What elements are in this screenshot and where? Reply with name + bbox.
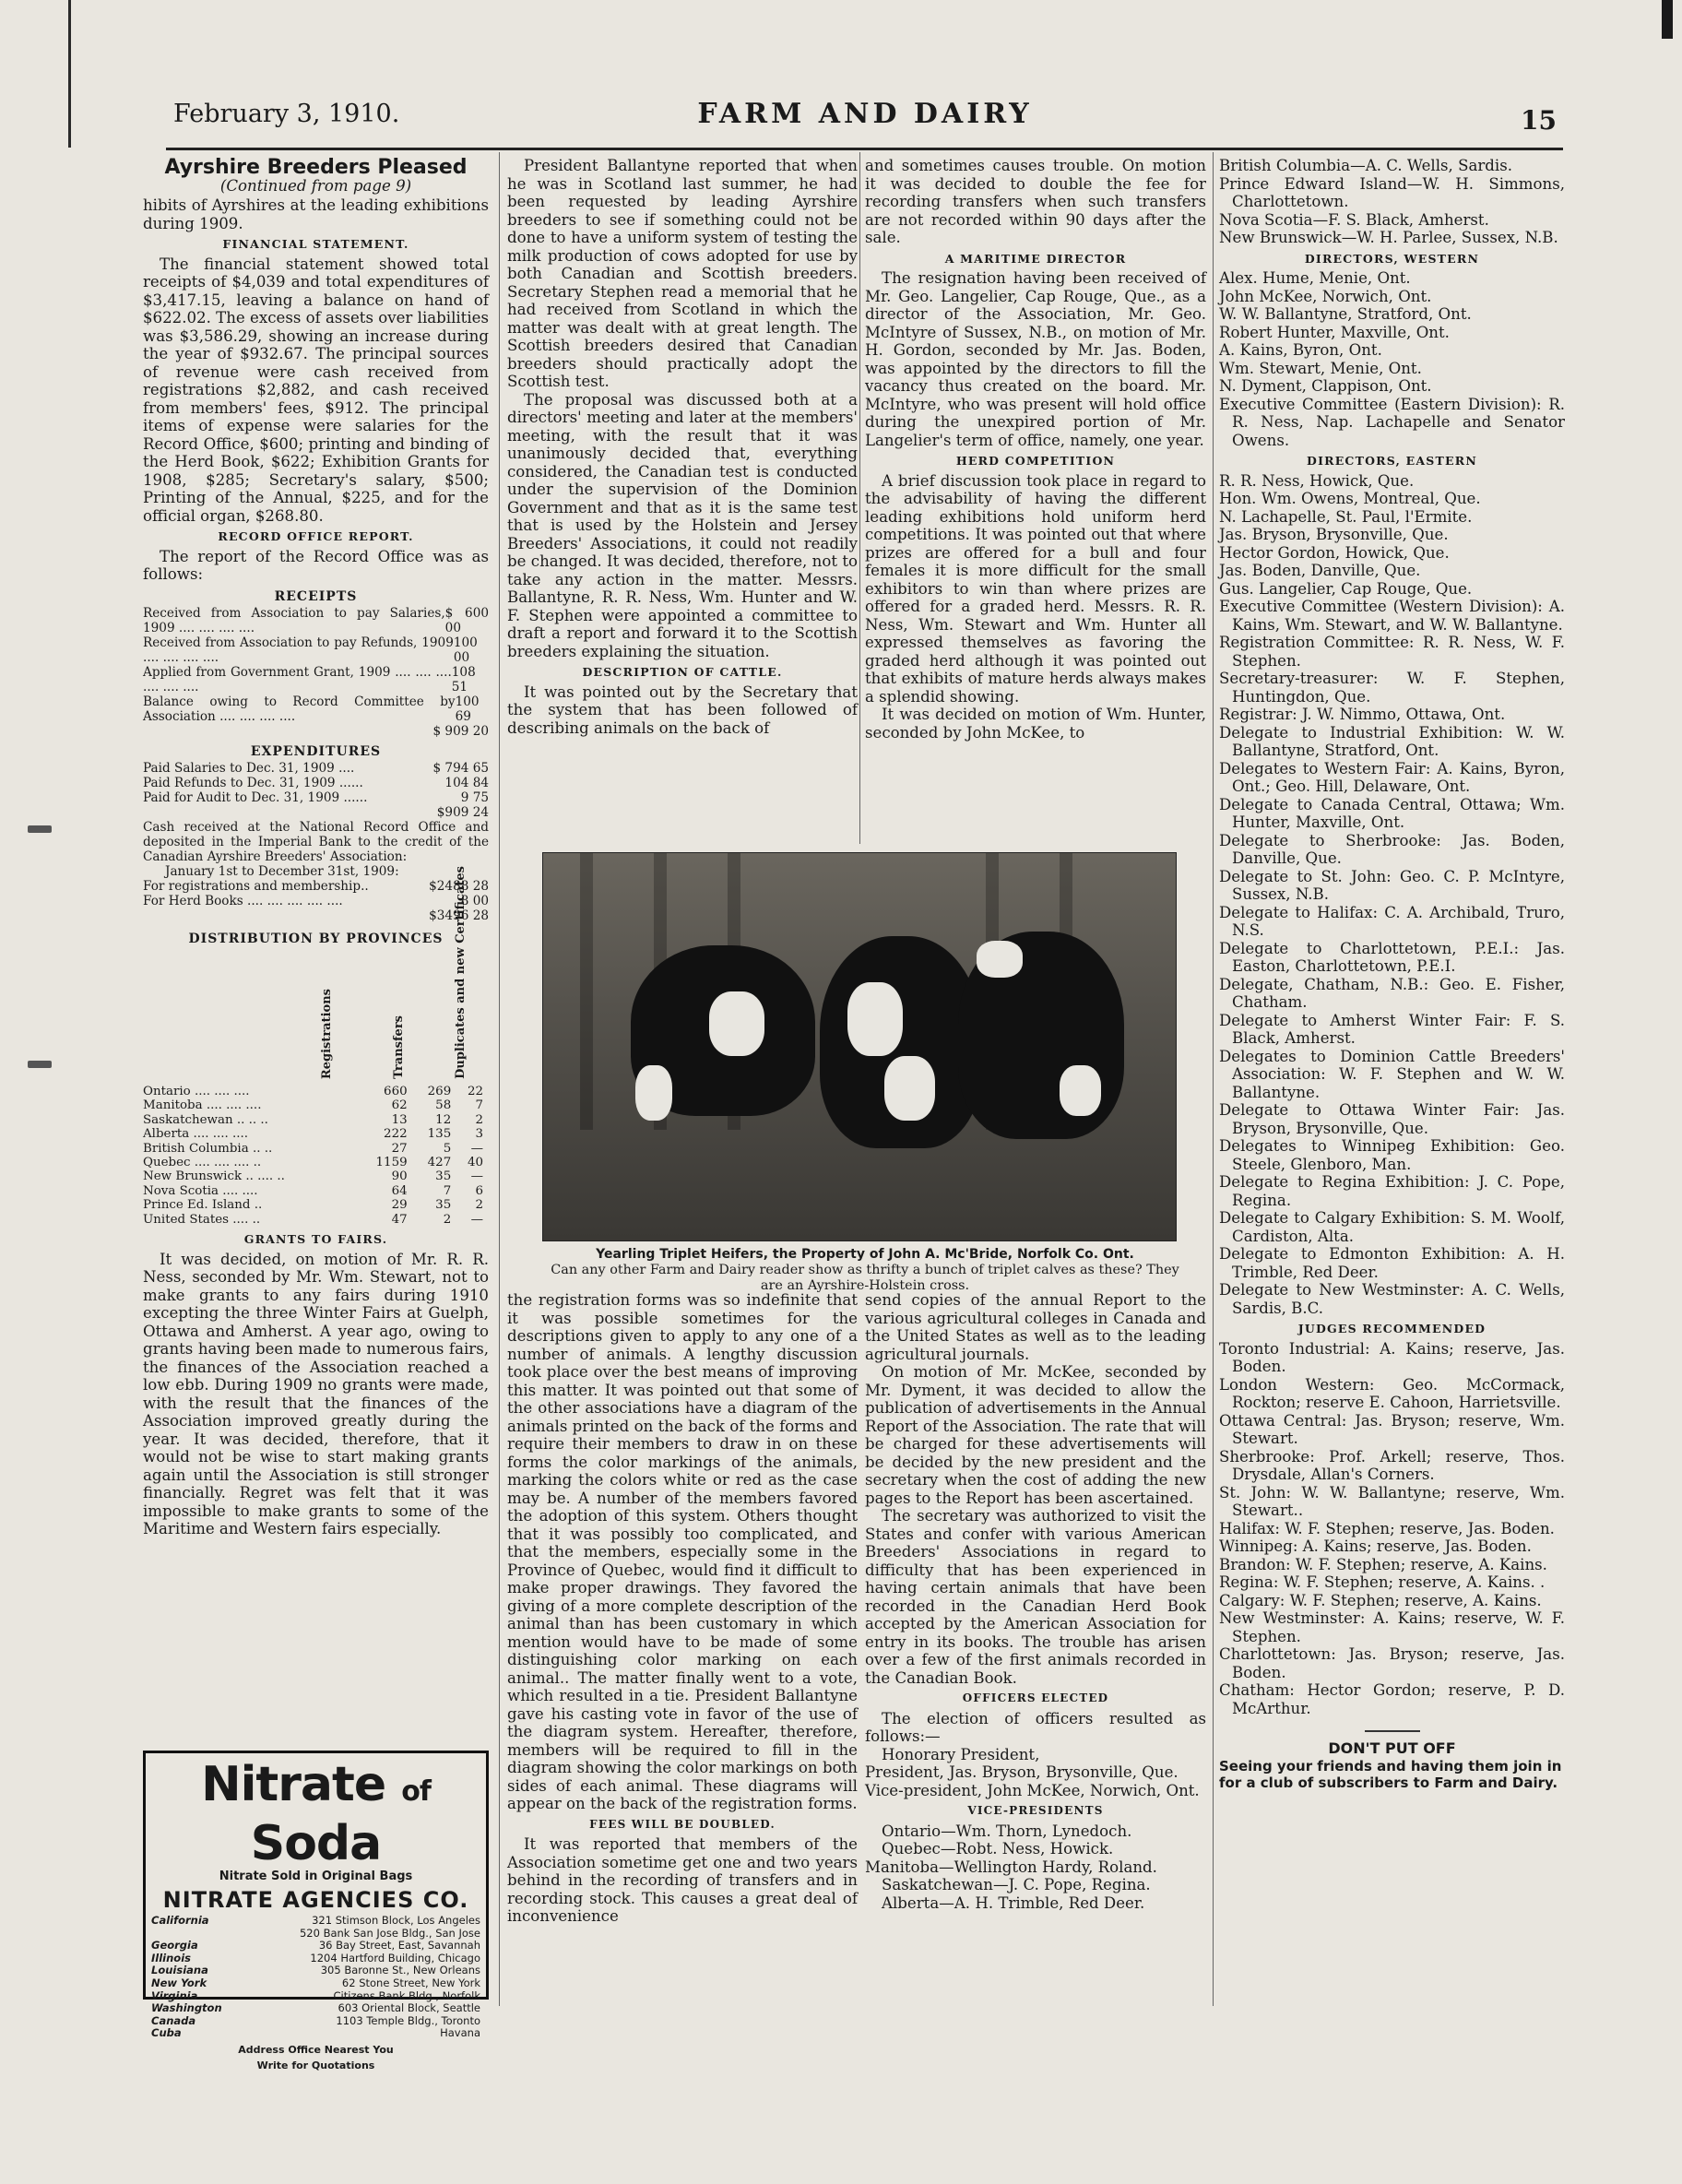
count-cell: 29 xyxy=(391,1198,408,1213)
province-cell: New Brunswick .. .... .. xyxy=(143,1169,285,1184)
count-cell: 13 xyxy=(391,1112,408,1127)
director-line: Delegate to Canada Central, Ottawa; Wm. Hunter, Maxville, Ont. xyxy=(1219,795,1565,831)
count-cell: 3 xyxy=(475,1127,483,1142)
officer-line: Vice-president, John McKee, Norwich, Ont. xyxy=(865,1781,1200,1799)
count-cell: 427 xyxy=(427,1156,452,1170)
section-heading: DIRECTORS, EASTERN xyxy=(1307,454,1477,468)
judge-line: Calgary: W. F. Stephen; reserve, A. Kains. xyxy=(1219,1591,1542,1609)
receipt-row: Received from Association to pay Refunds, 1909 .... .... .... .... 100 00 xyxy=(143,635,478,665)
paragraph: It was decided on motion of Wm. Hunter, seconded by John McKee, to xyxy=(865,706,1206,742)
count-cell: 62 xyxy=(391,1098,408,1113)
column-2-lower xyxy=(507,1291,858,1926)
director-line: A. Kains, Byron, Ont. xyxy=(1219,341,1382,359)
distribution-row xyxy=(143,1085,489,1098)
dpo-title: DON'T PUT OFF xyxy=(1328,1739,1456,1757)
regional-line: British Columbia—A. C. Wells, Sardis. xyxy=(1219,157,1513,174)
count-cell: 6 xyxy=(475,1183,483,1198)
distribution-row xyxy=(143,1213,489,1227)
paragraph: The report of the Record Office was as follows: xyxy=(143,547,489,583)
margin-mark xyxy=(28,825,52,833)
count-cell: 1159 xyxy=(375,1156,408,1170)
director-line: Executive Committee (Eastern Division): R. R. Ness, Nap. Lachapelle and Senator Owens. xyxy=(1219,395,1565,449)
vp-line: Ontario—Wm. Thorn, Lynedoch. xyxy=(882,1822,1132,1840)
distribution-row xyxy=(143,1198,489,1212)
count-cell: 135 xyxy=(427,1127,452,1142)
ad-address-row: Cuba Havana xyxy=(151,2026,480,2040)
count-cell: 7 xyxy=(443,1183,452,1198)
director-line: Registrar: J. W. Nimmo, Ottawa, Ont. xyxy=(1219,706,1506,723)
paragraph: It was decided, on motion of Mr. R. R. Ness, seconded by Mr. Wm. Stewart, not to make grants to any fairs during 1910 excepting the three Winter Fairs at Guelph, Ottawa and Amherst. A year ago, owing to grants having been made to numerous fairs, the finances of the Association reached a low ebb. During 1909 no grants were made, with the result that the finances of the Association improved greatly during the year. It was decided, therefore, that it would not be wise to start making grants again until the Association is still stronger financially. Regret was felt that it was impossible to make grants to some of the Maritime and Western fairs especially. xyxy=(143,1250,489,1538)
expense-row: Paid Salaries to Dec. 31, 1909 .... $ 794 65 xyxy=(143,760,489,776)
section-heading: RECORD OFFICE REPORT. xyxy=(218,529,414,543)
count-cell: 269 xyxy=(427,1085,452,1098)
column-3-upper xyxy=(865,157,1206,742)
officer-line: President, Jas. Bryson, Brysonville, Que. xyxy=(865,1763,1179,1781)
director-line: Delegate to Regina Exhibition: J. C. Pope, Regina. xyxy=(1219,1173,1565,1209)
cash-row: For Herd Books .... .... .... .... .... 8 00 xyxy=(143,893,489,908)
judge-line: Winnipeg: A. Kains; reserve, Jas. Boden. xyxy=(1219,1537,1532,1555)
article-title: Ayrshire Breeders Pleased xyxy=(164,156,468,179)
director-line: Delegates to Winnipeg Exhibition: Geo. Steele, Glenboro, Man. xyxy=(1219,1137,1565,1173)
director-line: N. Lachapelle, St. Paul, l'Ermite. xyxy=(1219,507,1473,526)
ad-address-row: Washington 603 Oriental Block, Seattle xyxy=(151,2001,480,2015)
director-line: Delegate to Industrial Exhibition: W. W. Ballantyne, Stratford, Ont. xyxy=(1219,723,1565,759)
paragraph: The secretary was authorized to visit the States and confer with various American Breeders' Associations in regard to difficulty that has been experienced in having certain animals that have been recorded in the Canadian Herd Book accepted by the American Association for entry in its books. The trouble has arisen over a few of the first animals recorded in the Canadian Book. xyxy=(865,1507,1206,1687)
paragraph: hibits of Ayrshires at the leading exhibitions during 1909. xyxy=(143,196,489,232)
distribution-row xyxy=(143,1156,489,1169)
paragraph: The resignation having been received of Mr. Geo. Langelier, Cap Rouge, Que., as a director of the Association, Mr. Geo. McIntyre of Sussex, N.B., on motion of Mr. H. Gordon, seconded by Mr. Jas. Boden, was appointed by the directors to fill the vacancy thus created on the board. Mr. McIntyre, who was present will hold office during the unexpired portion of Mr. Langelier's term of office, namely, one year. xyxy=(865,269,1206,449)
count-cell: 22 xyxy=(467,1085,483,1098)
paragraph: President Ballantyne reported that when he was in Scotland last summer, he had been requested by leading Ayrshire breeders to see if something could not be done to have a uniform system of testing the milk production of cows adopted for use by both Canadian and Scottish breeders. Secretary Stephen read a memorial that he had received from Scotland in which the matter was dealt with at great length. The Scottish breeders desired that Canadian breeders should practically adopt the Scottish test. xyxy=(507,157,858,390)
column-label: Registrations xyxy=(320,988,334,1079)
judge-line: St. John: W. W. Ballantyne; reserve, Wm. Stewart.. xyxy=(1219,1483,1565,1519)
director-line: Jas. Boden, Danville, Que. xyxy=(1219,562,1421,579)
director-line: Delegate to Amherst Winter Fair: F. S. Black, Amherst. xyxy=(1219,1011,1565,1047)
distribution-row xyxy=(143,1169,489,1183)
paragraph: A brief discussion took place in regard to the advisability of having the different leading exhibitions hold uniform herd competitions. It was pointed out that where prizes are offered for a bull and four females it is more difficult for the small exhibitors to win than where prizes are offered for a graded herd. Messrs. R. R. Ness, Wm. Stewart and Wm. Hunter all expressed themselves as favoring the graded herd although it was pointed out that exhibits of mature herds always makes a splendid showing. xyxy=(865,471,1206,706)
province-cell: United States .... .. xyxy=(143,1212,261,1227)
judge-line: Brandon: W. F. Stephen; reserve, A. Kains. xyxy=(1219,1555,1547,1573)
province-cell: Ontario .... .... .... xyxy=(143,1085,250,1098)
regional-line: New Brunswick—W. H. Parlee, Sussex, N.B. xyxy=(1219,229,1558,246)
cash-total: $3496 28 xyxy=(429,908,489,923)
cash-row: For registrations and membership.. $2488 28 xyxy=(143,878,489,894)
distribution-row xyxy=(143,1127,489,1141)
margin-mark xyxy=(28,1061,52,1068)
province-cell: Quebec .... .... .... .. xyxy=(143,1156,262,1170)
director-line: Delegate to Halifax: C. A. Archibald, Truro, N.S. xyxy=(1219,903,1565,939)
issue-date: February 3, 1910. xyxy=(173,100,400,128)
count-cell: — xyxy=(470,1141,483,1156)
distribution-row xyxy=(143,1098,489,1112)
province-cell: Alberta .... .... .... xyxy=(143,1127,249,1142)
section-heading: A MARITIME DIRECTOR xyxy=(944,251,1127,266)
page-number: 15 xyxy=(1521,105,1557,136)
expense-row: Paid for Audit to Dec. 31, 1909 ...... 9 75 xyxy=(143,789,489,805)
officer-line: Honorary President, xyxy=(882,1745,1040,1763)
vp-line: Alberta—A. H. Trimble, Red Deer. xyxy=(882,1893,1145,1912)
paragraph: send copies of the annual Report to the various agricultural colleges in Canada and the United States as well as to the leading agricultural journals. xyxy=(865,1291,1206,1363)
judge-line: Toronto Industrial: A. Kains; reserve, Jas. Boden. xyxy=(1219,1339,1565,1375)
heifers-photo xyxy=(542,852,1177,1241)
column-1 xyxy=(143,157,489,1538)
receipt-row: Received from Association to pay Salaries, 1909 .... .... .... .... $ 600 00 xyxy=(143,605,489,635)
paragraph: It was reported that members of the Association sometime get one and two years behind in the recording of transfers and in recording stock. This causes a great deal of inconvenience xyxy=(507,1835,858,1925)
financial-table xyxy=(143,589,489,923)
province-cell: Prince Ed. Island .. xyxy=(143,1198,263,1213)
paragraph: The election of officers resulted as follows:— xyxy=(865,1709,1206,1745)
director-line: Delegate to Calgary Exhibition: S. M. Woolf, Cardiston, Alta. xyxy=(1219,1209,1565,1245)
director-line: R. R. Ness, Howick, Que. xyxy=(1219,471,1415,490)
count-cell: 47 xyxy=(391,1212,408,1227)
distribution-heading: DISTRIBUTION BY PROVINCES xyxy=(188,931,444,946)
dont-put-off-box xyxy=(1219,1730,1565,1791)
ad-address-row: Illinois 1204 Hartford Building, Chicago xyxy=(151,1951,480,1964)
page-header xyxy=(173,100,1557,146)
judge-line: Chatham: Hector Gordon; reserve, P. D. McArthur. xyxy=(1219,1681,1565,1717)
section-heading: HERD COMPETITION xyxy=(955,454,1116,468)
ad-address-row: Louisiana 305 Baronne St., New Orleans xyxy=(151,1964,480,1977)
judge-line: Sherbrooke: Prof. Arkell; reserve, Thos. Drysdale, Allan's Corners. xyxy=(1219,1447,1565,1483)
receipts-heading: RECEIPTS xyxy=(274,588,358,604)
paragraph: The proposal was discussed both at a directors' meeting and later at the members' meeting, with the result that it was unanimously decided that, everything considered, the Canadian test is conducted under the supervision of the Dominion Government and that as it is the same test that is used by the Holstein and Jersey Breeders' Associations, it could not readily be changed. It was decided, therefore, not to take any action in the matter. Messrs. Ballantyne, R. R. Ness, Wm. Hunter and W. F. Stephen were appointed a committee to draft a report and forward it to the Scottish breeders explaining the situation. xyxy=(507,390,858,660)
count-cell: 35 xyxy=(435,1198,452,1213)
continued-note: (Continued from page 9) xyxy=(219,176,412,195)
caption-title: Yearling Triplet Heifers, the Property of John A. Mc'Bride, Norfolk Co. Ont. xyxy=(596,1247,1134,1262)
cash-period: January 1st to December 31st, 1909: xyxy=(165,863,399,879)
paragraph: the registration forms was so indefinite that it was possible sometimes for the descriptions given to apply to any one of a number of animals. A lengthy discussion took place over the best means of improving this matter. It was pointed out that some of the other associations have a diagram of the animals printed on the back of the forms and require their members to draw in on these forms the color markings of the animals, marking the colors white or red as the case may be. A number of the members favored the adoption of this system. Others thought that it was possibly too complicated, and that the members, especially some in the Province of Quebec, would find it difficult to make proper drawings. They favored the giving of a more complete description of the animal than has been customary in which mention would have to be made of some distinguishing color marking on each animal.. The matter finally went to a vote, which resulted in a tie. President Ballantyne gave his casting vote in favor of the use of the diagram system. Hereafter, therefore, members will be required to fill in the diagram showing the color markings on both sides of each animal. These diagrams will appear on the back of the registration forms. xyxy=(507,1291,858,1812)
ad-title: Nitrate of Soda xyxy=(201,1757,431,1871)
distribution-row xyxy=(143,1113,489,1127)
ad-address-row: Canada 1103 Temple Bldg., Toronto xyxy=(151,2013,480,2027)
paragraph: It was pointed out by the Secretary that the system that has been followed of describing animals on the back of xyxy=(507,682,858,737)
receipt-row: Balance owing to Record Committee by Association .... .... .... .... 100 69 xyxy=(143,694,480,724)
director-line: Gus. Langelier, Cap Rouge, Que. xyxy=(1219,579,1473,598)
photo-caption xyxy=(542,1247,1188,1294)
section-heading: FEES WILL BE DOUBLED. xyxy=(589,1817,776,1831)
director-line: Delegate to Ottawa Winter Fair: Jas. Bryson, Brysonville, Que. xyxy=(1219,1101,1565,1137)
count-cell: 2 xyxy=(475,1198,483,1213)
count-cell: 12 xyxy=(435,1112,452,1127)
ad-company: NITRATE AGENCIES CO. xyxy=(162,1887,469,1913)
caption-text: Can any other Farm and Dairy reader show as thrifty a bunch of triplet calves as these? They are an Ayrshire-Holstein cross. xyxy=(551,1263,1179,1293)
director-line: Hon. Wm. Owens, Montreal, Que. xyxy=(1219,490,1481,507)
count-cell: — xyxy=(470,1212,483,1227)
director-line: N. Dyment, Clappison, Ont. xyxy=(1219,377,1432,395)
director-line: Alex. Hume, Menie, Ont. xyxy=(1219,269,1411,287)
judge-line: Charlottetown: Jas. Bryson; reserve, Jas. Boden. xyxy=(1219,1645,1565,1681)
receipts-total: $ 909 20 xyxy=(432,723,489,739)
section-heading: JUDGES RECOMMENDED xyxy=(1297,1322,1487,1335)
distribution-row xyxy=(143,1184,489,1198)
expense-row: Paid Refunds to Dec. 31, 1909 ...... 104 84 xyxy=(143,775,489,790)
section-heading: DESCRIPTION OF CATTLE. xyxy=(582,665,783,679)
ad-address-row: Georgia 36 Bay Street, East, Savannah xyxy=(151,1939,480,1953)
crop-mark xyxy=(1662,0,1673,39)
count-cell: 27 xyxy=(391,1141,408,1156)
masthead-title: FARM AND DAIRY xyxy=(697,98,1033,130)
count-cell: — xyxy=(470,1169,483,1184)
ad-address-row: Virginia Citizens Bank Bldg., Norfolk xyxy=(151,1988,480,2002)
column-rule xyxy=(499,152,500,2006)
judge-line: Halifax: W. F. Stephen; reserve, Jas. Boden. xyxy=(1219,1519,1555,1537)
section-heading: OFFICERS ELECTED xyxy=(962,1691,1109,1704)
ad-address-list xyxy=(151,1915,480,2040)
expenditures-total: $909 24 xyxy=(436,804,489,820)
distribution-table xyxy=(143,1085,489,1227)
director-line: Hector Gordon, Howick, Que. xyxy=(1219,543,1450,562)
count-cell: 58 xyxy=(435,1098,452,1113)
distribution-row xyxy=(143,1142,489,1156)
director-line: John McKee, Norwich, Ont. xyxy=(1219,287,1432,305)
province-cell: Nova Scotia .... .... xyxy=(143,1183,258,1198)
director-line: Robert Hunter, Maxville, Ont. xyxy=(1219,323,1450,341)
director-line: Jas. Bryson, Brysonville, Que. xyxy=(1219,526,1449,543)
column-3-lower xyxy=(865,1291,1206,1912)
vp-line: Saskatchewan—J. C. Pope, Regina. xyxy=(882,1876,1151,1893)
column-rule xyxy=(859,152,860,844)
count-cell: 35 xyxy=(435,1169,452,1184)
ad-subtitle: Nitrate Sold in Original Bags xyxy=(219,1869,413,1883)
column-label: Transfers xyxy=(392,1015,406,1079)
count-cell: 2 xyxy=(443,1212,452,1227)
count-cell: 90 xyxy=(391,1169,408,1184)
ad-address-row: 520 Bank San Jose Bldg., San Jose xyxy=(299,1926,480,1940)
nitrate-advertisement xyxy=(143,1751,489,2071)
ad-address-row: California 321 Stimson Block, Los Angeles xyxy=(151,1914,480,1927)
section-heading: VICE-PRESIDENTS xyxy=(967,1804,1104,1817)
ad-footer: Address Office Nearest You xyxy=(238,2043,394,2056)
director-line: Delegate to St. John: Geo. C. P. McIntyre, Sussex, N.B. xyxy=(1219,867,1565,903)
column-4 xyxy=(1219,157,1565,1791)
ad-address-row: New York 62 Stone Street, New York xyxy=(151,1976,480,1989)
paragraph: On motion of Mr. McKee, seconded by Mr. Dyment, it was decided to allow the publication of advertisements in the Annual Report of the Association. The rate that will be charged for these advertisements will be decided by the new president and the secretary when the cost of adding the new pages to the Report has been ascertained. xyxy=(865,1363,1206,1507)
director-line: Delegate, Chatham, N.B.: Geo. E. Fisher, Chatham. xyxy=(1219,975,1565,1011)
receipt-row: Applied from Government Grant, 1909 .... .... .... .... .... .... 108 51 xyxy=(143,664,476,694)
count-cell: 5 xyxy=(443,1141,452,1156)
regional-line: Prince Edward Island—W. H. Simmons, Charlottetown. xyxy=(1219,174,1565,210)
section-heading: FINANCIAL STATEMENT. xyxy=(222,237,409,251)
paragraph: The financial statement showed total receipts of $4,039 and total expenditures of $3,417.15, leaving a balance on hand of $622.02. The excess of assets over liabilities was $3,586.29, showing an increase during the year of $932.67. The principal sources of revenue were cash received from registrations $2,882, and cash received from members' fees, $912. The principal items of expense were salaries for the Record Office, $600; printing and binding of the Herd Book, $622; Exhibition Grants for 1908, $285; Secretary's salary, $500; Printing of the Annual, $225, and for the official organ, $268.80. xyxy=(143,255,489,525)
page-edge-line xyxy=(68,0,71,148)
ad-footer: Write for Quotations xyxy=(256,2059,375,2071)
column-label: Duplicates and new Certificates xyxy=(454,866,468,1079)
director-line: W. W. Ballantyne, Stratford, Ont. xyxy=(1219,305,1472,323)
count-cell: 40 xyxy=(467,1156,483,1170)
count-cell: 7 xyxy=(475,1098,483,1113)
count-cell: 222 xyxy=(384,1127,408,1142)
judge-line: Ottawa Central: Jas. Bryson; reserve, Wm. Stewart. xyxy=(1219,1411,1565,1447)
director-line: Secretary-treasurer: W. F. Stephen, Huntingdon, Que. xyxy=(1219,670,1565,706)
director-line: Delegate to Charlottetown, P.E.I.: Jas. Easton, Charlottetown, P.E.I. xyxy=(1219,939,1565,975)
director-line: Registration Committee: R. R. Ness, W. F. Stephen. xyxy=(1219,634,1565,670)
count-cell: 2 xyxy=(475,1112,483,1127)
column-2-upper xyxy=(507,157,858,737)
province-cell: Saskatchewan .. .. .. xyxy=(143,1112,268,1127)
cash-note: Cash received at the National Record Office and deposited in the Imperial Bank to the credit of the Canadian Ayrshire Breeders' Association: xyxy=(143,819,489,864)
vp-line: Manitoba—Wellington Hardy, Roland. xyxy=(865,1858,1157,1876)
director-line: Delegate to Edmonton Exhibition: A. H. Trimble, Red Deer. xyxy=(1219,1245,1565,1281)
province-cell: British Columbia .. .. xyxy=(143,1141,273,1156)
column-rule xyxy=(1213,152,1214,2006)
director-line: Delegates to Dominion Cattle Breeders' Association: W. F. Stephen and W. W. Ballantyne. xyxy=(1219,1047,1565,1101)
expenditures-heading: EXPENDITURES xyxy=(250,743,382,759)
judge-line: London Western: Geo. McCormack, Rockton; reserve E. Cahoon, Harrietsville. xyxy=(1219,1375,1565,1411)
director-line: Delegates to Western Fair: A. Kains, Byron, Ont.; Geo. Hill, Delaware, Ont. xyxy=(1219,759,1565,795)
vp-line: Quebec—Robt. Ness, Howick. xyxy=(882,1840,1114,1858)
dpo-body: Seeing your friends and having them join in for a club of subscribers to Farm and Dairy. xyxy=(1219,1757,1562,1791)
judge-line: New Westminster: A. Kains; reserve, W. F. Stephen. xyxy=(1219,1609,1565,1645)
director-line: Delegate to New Westminster: A. C. Wells, Sardis, B.C. xyxy=(1219,1281,1565,1317)
count-cell: 660 xyxy=(384,1085,408,1098)
director-line: Executive Committee (Western Division): A. Kains, Wm. Stewart, and W. W. Ballantyne. xyxy=(1219,598,1565,634)
header-rule xyxy=(166,148,1563,150)
regional-line: Nova Scotia—F. S. Black, Amherst. xyxy=(1219,210,1489,229)
director-line: Delegate to Sherbrooke: Jas. Boden, Danville, Que. xyxy=(1219,831,1565,867)
judge-line: Regina: W. F. Stephen; reserve, A. Kains. . xyxy=(1219,1573,1546,1591)
section-heading: DIRECTORS, WESTERN xyxy=(1304,251,1480,266)
province-cell: Manitoba .... .... .... xyxy=(143,1098,262,1113)
director-line: Wm. Stewart, Menie, Ont. xyxy=(1219,359,1422,377)
count-cell: 64 xyxy=(391,1183,408,1198)
section-heading: GRANTS TO FAIRS. xyxy=(243,1232,388,1247)
paragraph: and sometimes causes trouble. On motion it was decided to double the fee for recording transfers when such transfers are not recorded within 90 days after the sale. xyxy=(865,157,1206,246)
